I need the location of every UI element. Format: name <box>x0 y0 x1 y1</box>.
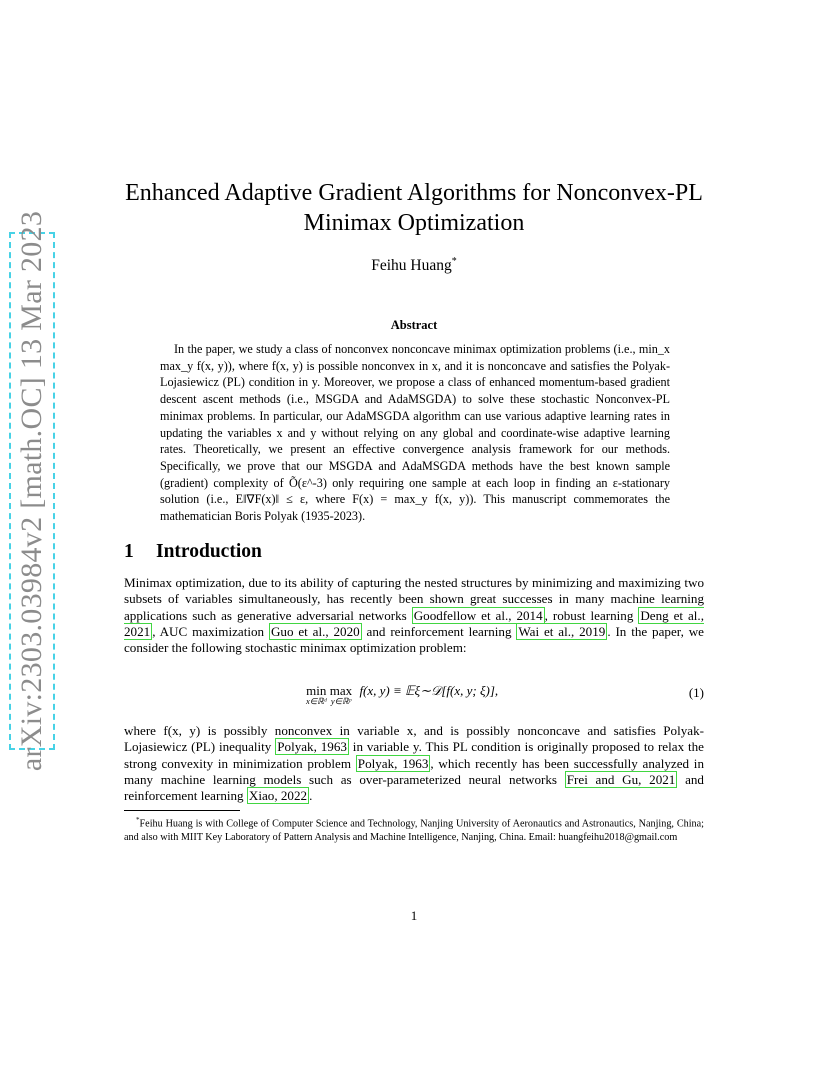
footnote-text: Feihu Huang is with College of Computer Science and Technology, Nanjing University of Aeronautics and Astronautics, Nanjing, China; and also with MIIT Key Laboratory of Pattern Analysis and Machine Intelligence, Nanjing, China. Email: huangfeihu2018@gmail.com <box>124 818 704 843</box>
intro-p2-text-4: and reinforcement learning <box>124 771 704 804</box>
author-footnote-mark[interactable]: * <box>451 256 457 267</box>
citation-guo[interactable]: Guo et al., 2020 <box>270 623 360 639</box>
equation-body <box>306 683 498 707</box>
page-number: 1 <box>410 908 418 923</box>
equation-max-label: max <box>329 683 353 698</box>
section-number: 1 <box>124 541 134 562</box>
citation-frei-gu[interactable]: Frei and Gu, 2021 <box>566 771 676 787</box>
section-heading <box>124 541 262 563</box>
section-title: Introduction <box>156 541 262 562</box>
citation-polyak-2[interactable]: Polyak, 1963 <box>357 755 429 771</box>
equation-max-subscript: y∈ℝᵖ <box>330 696 352 706</box>
intro-p1-text-3: , AUC maximization <box>152 623 269 639</box>
citation-deng[interactable]: Deng et al., 2021 <box>124 607 704 639</box>
equation-1 <box>124 683 704 711</box>
intro-p1-text-4: and reinforcement learning <box>361 623 517 639</box>
intro-paragraph-1 <box>124 575 704 656</box>
author-line <box>110 256 718 275</box>
footnote <box>124 814 704 845</box>
equation-min-subscript: x∈ℝᵈ <box>306 696 327 706</box>
intro-p2-text-1: where f(x, y) is possibly nonconvex in variable x, and is possibly nonconcave and satisfies Polyak-Lojasiewicz (PL) inequality <box>124 723 704 755</box>
equation-expression: f(x, y) ≡ 𝔼ξ∼𝒟[f(x, y; ξ)], <box>359 683 499 698</box>
arxiv-sidebar-stamp[interactable] <box>9 210 55 772</box>
intro-p2-text-5: . <box>309 788 313 804</box>
equation-min <box>306 683 327 707</box>
abstract-heading: Abstract <box>390 318 438 332</box>
footnote-mark: * <box>136 816 140 824</box>
equation-number: (1) <box>688 685 704 700</box>
citation-wai[interactable]: Wai et al., 2019 <box>518 623 606 639</box>
intro-p1-text-5: . In the paper, we consider the following stochastic minimax optimization problem: <box>124 623 704 656</box>
equation-max <box>330 683 352 707</box>
equation-min-label: min <box>306 683 327 698</box>
intro-p1-text-2: , robust learning <box>544 607 639 623</box>
citation-xiao[interactable]: Xiao, 2022 <box>248 788 308 804</box>
arxiv-identifier: arXiv:2303.03984v2 [math.OC] 13 Mar 2023 <box>15 210 48 772</box>
citation-polyak-1[interactable]: Polyak, 1963 <box>277 739 347 755</box>
intro-p1-text-1: Minimax optimization, due to its ability of capturing the nested structures by minimizing and maximizing two subsets of variables simultaneously, has recently been shown great successes in many machine learning applications such as generative adversarial networks <box>124 575 704 623</box>
citation-goodfellow[interactable]: Goodfellow et al., 2014 <box>413 607 543 623</box>
intro-p2-text-3: , which recently has been successfully analyzed in many machine learning models such as over-parameterized neural networks <box>124 755 704 787</box>
intro-p2-text-2: in variable y. This PL condition is originally proposed to relax the strong convexity in minimization problem <box>124 739 704 771</box>
abstract-body: In the paper, we study a class of nonconvex nonconcave minimax optimization problems (i.e., min_x max_y f(x, y)), where f(x, y) is possible nonconvex in x, and it is nonconcave and satisfies the Polyak-Lojasiewicz (PL) condition in y. Moreover, we propose a class of enhanced momentum-based gradient descent ascent methods (i.e., MSGDA and AdaMSGDA) to solve these stochastic Nonconvex-PL minimax problems. In particular, our AdaMSGDA algorithm can use various adaptive learning rates in updating the variables x and y without relying on any global and coordinate-wise adaptive learning rates. Theoretically, we present an effective convergence analysis framework for our methods. Specifically, we prove that our MSGDA and AdaMSGDA methods have the best known sample (gradient) complexity of Õ(ε^-3) only requiring one sample at each loop in finding an ε-stationary solution (i.e., E‖∇F(x)‖ ≤ ε, where F(x) = max_y f(x, y)). This manuscript commemorates the mathematician Boris Polyak (1935-2023). <box>160 342 670 524</box>
intro-paragraph-2 <box>124 723 704 804</box>
paper-title: Enhanced Adaptive Gradient Algorithms for Nonconvex-PL Minimax Optimization <box>125 180 703 236</box>
author-name: Feihu Huang <box>371 257 452 275</box>
footnote-divider <box>124 810 240 811</box>
